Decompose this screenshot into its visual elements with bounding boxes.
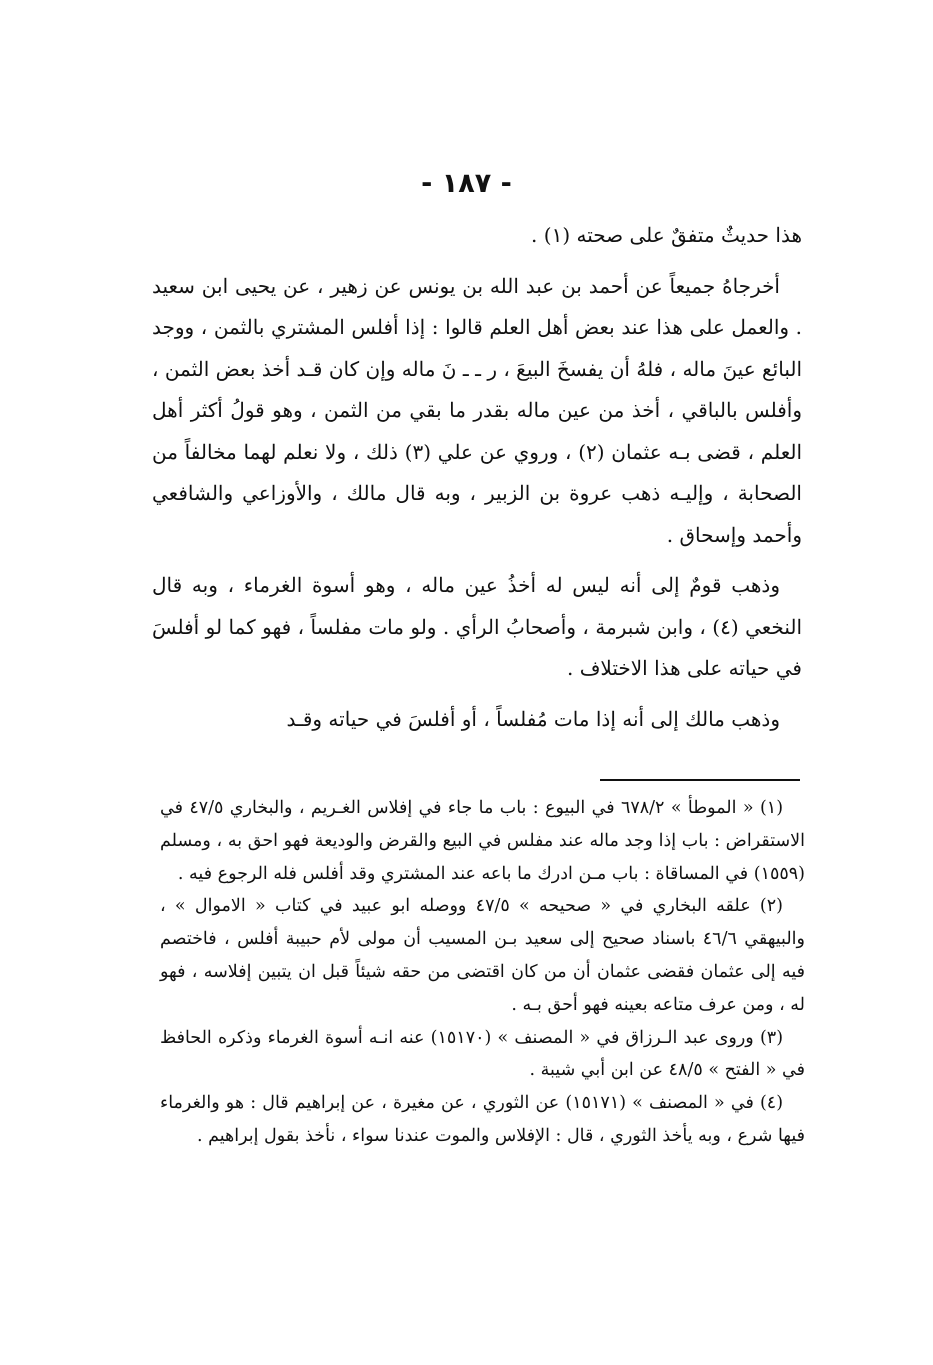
paragraph: وذهب مالك إلى أنه إذا مات مُفلساً ، أو أفلسَ في حياته وقـد (286, 706, 780, 731)
paragraph: هذا حديثٌ متفقٌ على صحته (١) . (531, 223, 802, 247)
footnote: (٤) في « المصنف » (١٥١٧١) عن الثوري ، عن مغيرة ، عن إبراهيم قال : هو والغرماء فيها شرع ، وبه يأخذ الثوري ، قال : الإفلاس والموت عندنا سواء ، نأخذ بقول إبراهيم . (160, 1093, 805, 1146)
footnote: (٣) وروى عبد الـرزاق في « المصنف » (١٥١٧٠) عنه انـه أسوة الغرماء وذكره الحافظ في « الفتح » ٤٨/٥ عن ابن أبي شيبة . (160, 1027, 805, 1081)
footnote-divider (600, 779, 800, 781)
page-number: - ١٨٧ - (421, 168, 512, 199)
footnote: (٢) علقه البخاري في « صحيحه » ٤٧/٥ ووصله ابو عبيد في كتاب « الاموال » ، والبيهقي ٤٦/٦ باسناد صحيح إلى سعيد بـن المسيب أن مولى لأم حبيبة أفلس ، فاختصم فيه إلى عثمان فقضى عثمان أن من كان اقتضى من حقه شيئاً قبل ان يتبين إفلاسه ، فهو له ، ومن عرف متاعه بعينه فهو أحق بـه . (160, 896, 805, 1015)
footnotes (160, 792, 805, 1153)
paragraph: أخرجاهُ جميعاً عن أحمد بن عبد الله بن يونس عن زهير ، عن يحيى ابن سعيد . والعمل على هذا عند بعض أهل العلم قالوا : إذا أفلس المشتري بالثمن ، ووجد البائع عينَ ماله ، فلهُ أن يفسخَ البيعَ ، ر ـ ـ نَ ماله وإن كان قـد أخذ بعض الثمن ، وأفلس بالباقي ، أخذ من عين ماله بقدر ما بقي من الثمن ، وهو قولُ أكثر أهل العلم ، قضى بـه عثمان (٢) ، وروي عن علي (٣) ذلك ، ولا نعلم لهما مخالفاً من الصحابة ، وإليـه ذهب عروة بن الزبير ، وبه قال مالك ، والأوزاعي والشافعي وأحمد وإسحاق . (152, 273, 803, 547)
main-text (152, 215, 802, 749)
paragraph: وذهب قومٌ إلى أنه ليس له أخذُ عين ماله ، وهو أسوة الغرماء ، وبه قال النخعي (٤) ، وابن شبرمة ، وأصحابُ الرأي . ولو مات مفلساً ، فهو كما لو أفلسَ في حياته على هذا الاختلاف . (152, 573, 802, 680)
footnote: (١) « الموطأ » ٦٧٨/٢ في البيوع : باب ما جاء في إفلاس الغـريم ، والبخاري ٤٧/٥ في الاستقراض : باب إذا وجد ماله عند مفلس في البيع والقرض والوديعة فهو احق به ، ومسلم (١٥٥٩) في المساقاة : باب مـن ادرك ما باعه عند المشتري وقد أفلس فله الرجوع فيه . (160, 798, 805, 884)
